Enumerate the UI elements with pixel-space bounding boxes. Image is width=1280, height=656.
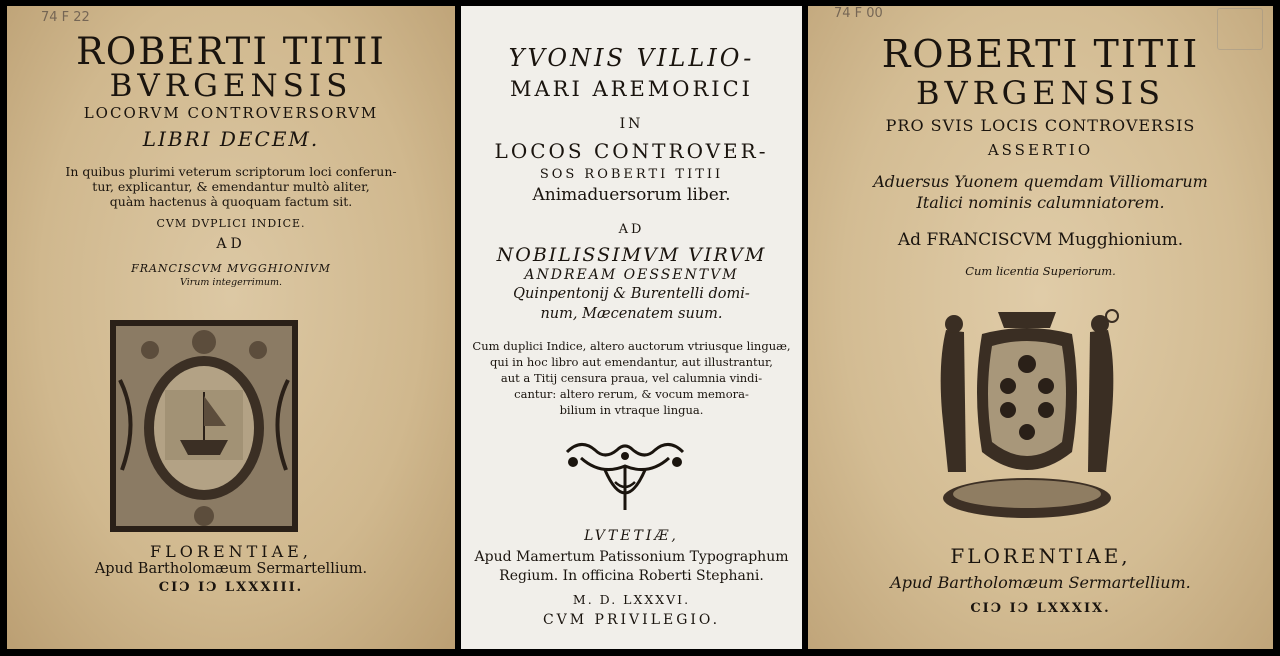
shelfmark: 74 F 00: [834, 6, 883, 21]
title-line-1: YVONIS VILLIO-: [508, 44, 755, 72]
aduersus-line-1: Aduersus Yuonem quemdam Villiomarum: [873, 172, 1208, 191]
ad-label: AD: [216, 236, 246, 252]
ornament-fleuron: [561, 436, 689, 516]
quinpentonij: Quinpentonij & Burentelli domi-: [513, 286, 750, 302]
andream: ANDREAM OESSENTVM: [524, 267, 739, 283]
in-label: IN: [619, 116, 644, 132]
subtitle: LOCORVM CONTROVERSORVM: [83, 104, 379, 122]
dedicatee: FRANCISCVM MVGGHIONIVM: [131, 262, 331, 275]
licentia: Cum licentia Superiorum.: [965, 264, 1116, 278]
nobilissimum: NOBILISSIMVM VIRVM: [496, 244, 767, 266]
description-line-2: qui in hoc libro aut emendantur, aut illustrantur,: [490, 355, 773, 369]
aduersus-line-2: Italici nominis calumniatorem.: [916, 193, 1165, 212]
description-line-3: quàm hactenus à quoquam factum sit.: [109, 194, 353, 209]
description-line-3: aut a Titij censura praua, vel calumnia vindi-: [500, 371, 763, 385]
animaduersorum: Animaduersorum liber.: [532, 185, 731, 205]
description-line-1: Cum duplici Indice, altero auctorum vtriusque linguæ,: [472, 339, 791, 353]
imprint-year: CIƆ IƆ LXXXIX.: [970, 601, 1111, 616]
subtitle: PRO SVIS LOCIS CONTROVERSIS: [885, 116, 1196, 135]
imprint-city: FLORENTIAE,: [950, 544, 1131, 568]
ad-label: AD: [618, 222, 645, 237]
imprint-printer: Apud Bartholomæum Sermartellium.: [890, 573, 1191, 592]
title-line-1: ROBERTI TITII: [881, 32, 1200, 76]
imprint-city: LVTETIÆ,: [584, 528, 679, 544]
maecenatem: num, Mæcenatem suum.: [540, 306, 723, 322]
title-page-middle: [461, 6, 802, 649]
imprint-printer: Apud Bartholomæum Sermartellium.: [94, 561, 368, 577]
title-line-2: MARI AREMORICI: [510, 77, 753, 101]
title-line-1: ROBERTI TITII: [76, 30, 386, 73]
imprint-city: FLORENTIAE,: [150, 542, 312, 561]
dedicatee-note: Virum integerrimum.: [180, 277, 282, 288]
medici-coat-of-arms: [932, 302, 1122, 524]
cum-indice: CVM DVPLICI INDICE.: [156, 217, 306, 230]
title-page-left: [7, 6, 455, 649]
assertio: ASSERTIO: [987, 141, 1094, 159]
libri-decem: LIBRI DECEM.: [142, 127, 320, 151]
description-line-2: tur, explicantur, & emendantur multò aliter,: [92, 179, 370, 194]
shelfmark: 74 F 22: [41, 10, 90, 25]
privilegio: CVM PRIVILEGIO.: [542, 612, 721, 628]
title-line-2: BVRGENSIS: [109, 68, 353, 104]
description-line-4: cantur: altero rerum, & vocum memora-: [514, 387, 749, 401]
description-line-5: bilium in vtraque lingua.: [559, 403, 704, 417]
imprint-printer-1: Apud Mamertum Patissonium Typographum: [474, 549, 789, 565]
dedicatee: Ad FRANCISCVM Mugghionium.: [897, 230, 1184, 250]
description-line-1: In quibus plurimi veterum scriptorum loci conferun-: [65, 164, 397, 179]
imprint-year: M. D. LXXXVI.: [572, 592, 691, 607]
locos-line-2: SOS ROBERTI TITII: [539, 167, 724, 182]
title-line-2: BVRGENSIS: [915, 74, 1166, 112]
imprint-printer-2: Regium. In officina Roberti Stephani.: [499, 568, 764, 584]
title-page-right: [808, 6, 1273, 649]
imprint-year: CIƆ IƆ LXXXIII.: [158, 580, 304, 595]
locos-line-1: LOCOS CONTROVER-: [494, 139, 769, 163]
printer-device-woodcut: [110, 320, 298, 532]
